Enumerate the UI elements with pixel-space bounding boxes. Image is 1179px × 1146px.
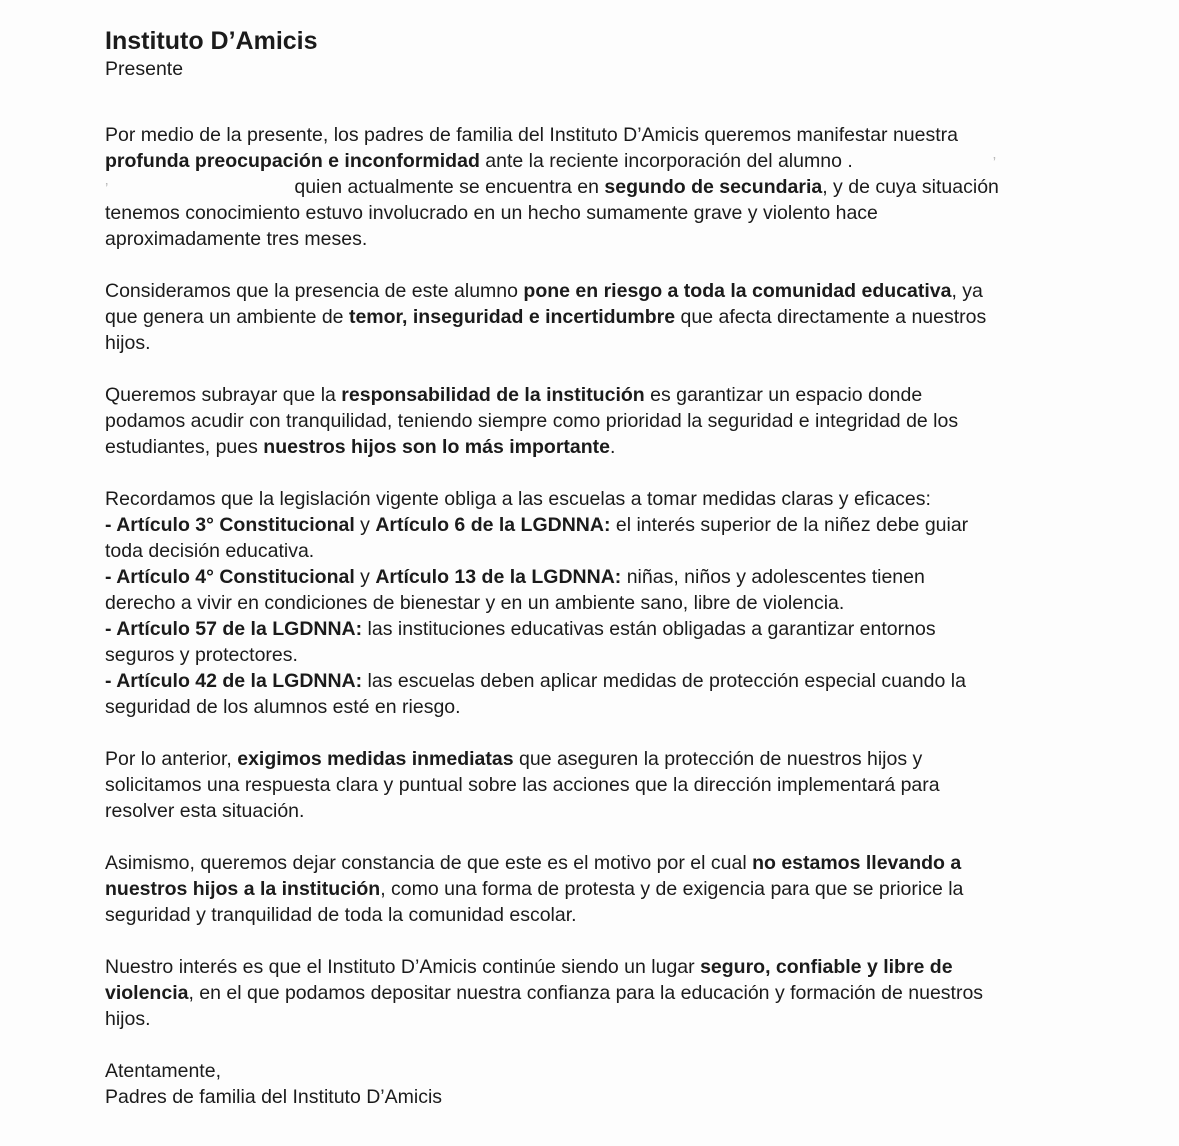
letter-line: [105, 1058, 1105, 1084]
text-run: nuestros hijos a la institución: [105, 878, 381, 900]
letter-line: [105, 382, 1105, 408]
text-run: , ya: [951, 280, 983, 302]
text-run: tenemos conocimiento estuvo involucrado en un hecho sumamente grave y violento hace: [105, 202, 878, 224]
letter-salutation: Presente: [105, 58, 184, 80]
text-run: - Artículo 4° Constitucional: [105, 566, 355, 588]
letter-paragraph: [105, 746, 1105, 824]
text-run: hijos.: [105, 332, 151, 354]
text-run: que genera un ambiente de: [105, 306, 349, 328]
text-run: responsabilidad de la institución: [341, 384, 645, 406]
text-run: Por medio de la presente, los padres de familia del Instituto D’Amicis queremos manifestar nuestra: [105, 124, 958, 146]
text-run: - Artículo 57 de la LGDNNA:: [105, 618, 363, 640]
redaction-mark: ’: [105, 180, 109, 197]
letter-line: [105, 538, 1105, 564]
text-run: seguridad de los alumnos esté en riesgo.: [105, 696, 461, 718]
letter-line: [105, 980, 1105, 1006]
letter-paragraph: [105, 850, 1105, 928]
letter-line: [105, 512, 1105, 538]
text-run: pone en riesgo a toda la comunidad educativa: [523, 280, 952, 302]
letter-paragraph: [105, 382, 1105, 460]
letter-body: [105, 26, 1105, 1110]
letter-line: [105, 304, 1105, 330]
text-run: que afecta directamente a nuestros: [675, 306, 987, 328]
text-run: Consideramos que la presencia de este alumno: [105, 280, 524, 302]
text-run: Artículo 6 de la LGDNNA:: [375, 514, 611, 536]
text-run: seguridad y tranquilidad de toda la comunidad escolar.: [105, 904, 577, 926]
text-run: estudiantes, pues: [105, 436, 264, 458]
text-run: Atentamente,: [105, 1060, 221, 1082]
text-run: hijos.: [105, 1008, 151, 1030]
text-run: es garantizar un espacio donde: [644, 384, 923, 406]
letter-paragraph: [105, 954, 1105, 1032]
text-run: niñas, niños y adolescentes tienen: [621, 566, 925, 588]
letter-line: [105, 434, 1105, 460]
letter-line: [105, 564, 1105, 590]
text-run: quien actualmente se encuentra en: [294, 176, 605, 198]
letter-line: [105, 278, 1105, 304]
text-run: el interés superior de la niñez debe guiar: [610, 514, 969, 536]
text-run: Queremos subrayar que la: [105, 384, 342, 406]
text-run: no estamos llevando a: [752, 852, 962, 874]
text-run: las escuelas deben aplicar medidas de protección especial cuando la: [362, 670, 966, 692]
letter-line: [105, 148, 1105, 174]
text-run: que aseguren la protección de nuestros hijos y: [513, 748, 923, 770]
text-run: resolver esta situación.: [105, 800, 305, 822]
letter-paragraphs: [105, 122, 1105, 1110]
text-run: Asimismo, queremos dejar constancia de que este es el motivo por el cual: [105, 852, 753, 874]
letter-line: [105, 668, 1105, 694]
redaction-gap: [853, 166, 993, 167]
text-run: toda decisión educativa.: [105, 540, 315, 562]
text-run: derecho a vivir en condiciones de bienestar y en un ambiente sano, libre de violencia.: [105, 592, 845, 614]
letter-line: [105, 798, 1105, 824]
text-run: Nuestro interés es que el Instituto D’Amicis continúe siendo un lugar: [105, 956, 701, 978]
text-run: Por lo anterior,: [105, 748, 238, 770]
letter-line: [105, 486, 1105, 512]
text-run: seguro, confiable y libre de: [700, 956, 953, 978]
letter-line: [105, 694, 1105, 720]
text-run: nuestros hijos son lo más importante: [263, 436, 611, 458]
redaction-mark: ’: [992, 154, 997, 171]
letter-line: [105, 746, 1105, 772]
text-run: solicitamos una respuesta clara y puntual sobre las acciones que la dirección implementará para: [105, 774, 940, 796]
text-run: exigimos medidas inmediatas: [237, 748, 514, 770]
letter-line: [105, 200, 1105, 226]
text-run: temor, inseguridad e incertidumbre: [348, 306, 676, 328]
text-run: - Artículo 42 de la LGDNNA:: [105, 670, 363, 692]
letter-line: [105, 850, 1105, 876]
text-run: ante la reciente incorporación del alumno .: [479, 150, 853, 172]
redaction-gap: [108, 192, 294, 193]
letter-line: [105, 876, 1105, 902]
letter-paragraph: [105, 122, 1105, 252]
letter-line: [105, 902, 1105, 928]
letter-line: [105, 1084, 1105, 1110]
text-run: podamos acudir con tranquilidad, teniendo siempre como prioridad la seguridad e integridad de los: [105, 410, 959, 432]
text-run: segundo de secundaria: [604, 176, 823, 198]
letter-paragraph: [105, 1058, 1105, 1110]
text-run: las instituciones educativas están obligadas a garantizar entornos: [362, 618, 936, 640]
letter-line: [105, 174, 1105, 200]
text-run: seguros y protectores.: [105, 644, 298, 666]
text-run: - Artículo 3° Constitucional: [105, 514, 355, 536]
text-run: profunda preocupación e inconformidad: [105, 150, 480, 172]
letter-line: [105, 590, 1105, 616]
text-run: .: [610, 436, 616, 458]
text-run: y: [354, 566, 376, 588]
text-run: violencia: [105, 982, 189, 1004]
letter-line: [105, 616, 1105, 642]
letter-line: [105, 772, 1105, 798]
letter-paragraph: [105, 486, 1105, 720]
text-run: Padres de familia del Instituto D’Amicis: [105, 1086, 443, 1108]
letter-line: [105, 122, 1105, 148]
letter-line: [105, 954, 1105, 980]
text-run: , como una forma de protesta y de exigencia para que se priorice la: [380, 878, 964, 900]
text-run: y: [354, 514, 376, 536]
text-run: Recordamos que la legislación vigente obliga a las escuelas a tomar medidas claras y eficaces:: [105, 488, 931, 510]
letter-line: [105, 1006, 1105, 1032]
letter-line: [105, 226, 1105, 252]
text-run: aproximadamente tres meses.: [105, 228, 368, 250]
text-run: , y de cuya situación: [822, 176, 999, 198]
letter-line: [105, 330, 1105, 356]
letter-recipient-heading: Instituto D’Amicis: [105, 27, 318, 55]
text-run: , en el que podamos depositar nuestra confianza para la educación y formación de nuestros: [188, 982, 984, 1004]
text-run: Artículo 13 de la LGDNNA:: [375, 566, 622, 588]
letter-line: [105, 408, 1105, 434]
letter-line: [105, 642, 1105, 668]
letter-paragraph: [105, 278, 1105, 356]
